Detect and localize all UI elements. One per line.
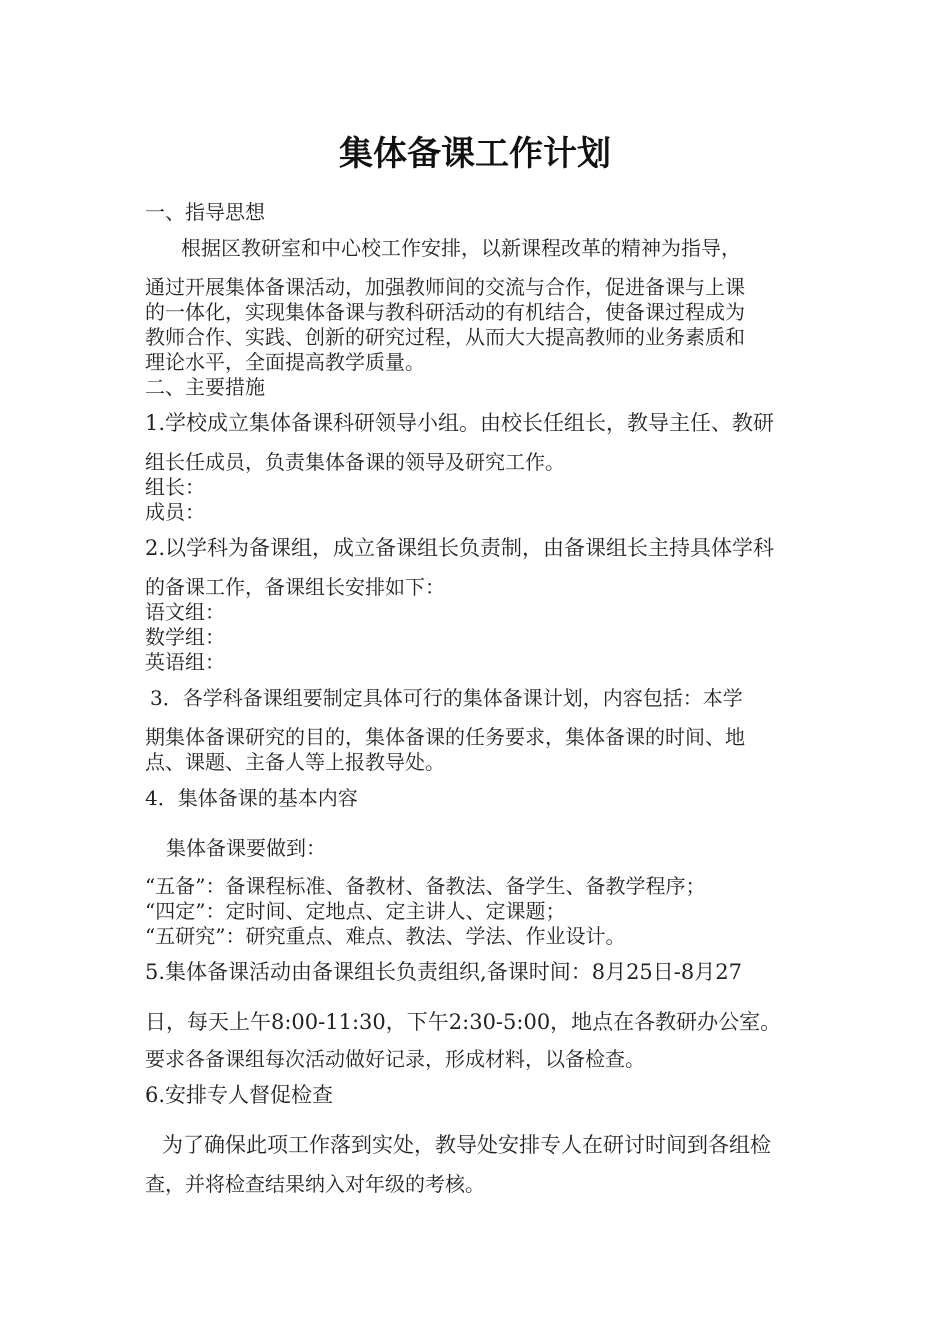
measure-5-line: 5.集体备课活动由备课组长负责组织,备课时间：8月25日-8月27: [145, 960, 742, 984]
measure-6-heading: 6.安排专人督促检查: [145, 1083, 334, 1107]
four-fixes-line: “四定”：定时间、定地点、定主讲人、定课题；: [145, 899, 566, 923]
document-title: 集体备课工作计划: [339, 134, 611, 174]
paragraph-line: 的一体化，实现集体备课与教科研活动的有机结合，使备课过程成为: [145, 300, 745, 324]
measure-6-line: 查，并将检查结果纳入对年级的考核。: [145, 1172, 485, 1196]
members-label: 成员：: [145, 500, 205, 524]
measure-4-heading: 4．集体备课的基本内容: [145, 786, 358, 810]
measure-3-line: 3．各学科备课组要制定具体可行的集体备课计划，内容包括：本学: [150, 686, 743, 710]
measure-1-line: 1.学校成立集体备课科研领导小组。由校长任组长，教导主任、教研: [145, 411, 775, 435]
measure-5-line: 日，每天上午8:00-11:30，下午2:30-5:00，地点在各教研办公室。: [145, 1010, 782, 1034]
leader-label: 组长：: [145, 475, 205, 499]
five-preparations-line: “五备”：备课程标准、备教材、备教法、备学生、备教学程序；: [145, 874, 706, 898]
section-heading-guiding-thought: 一、指导思想: [145, 200, 265, 224]
english-group-label: 英语组：: [145, 650, 225, 674]
measure-5-line: 要求各备课组每次活动做好记录，形成材料，以备检查。: [145, 1047, 645, 1071]
section-heading-main-measures: 二、主要措施: [145, 375, 265, 399]
five-researches-line: “五研究”：研究重点、难点、教法、学法、作业设计。: [145, 924, 626, 948]
measure-2-line: 的备课工作，备课组长安排如下：: [145, 575, 445, 599]
chinese-group-label: 语文组：: [145, 600, 225, 624]
measure-4-intro: 集体备课要做到：: [166, 836, 326, 860]
measure-3-line: 点、课题、主备人等上报教导处。: [145, 750, 445, 774]
paragraph-line: 理论水平，全面提高教学质量。: [145, 350, 425, 374]
measure-2-line: 2.以学科为备课组，成立备课组长负责制，由备课组长主持具体学科: [145, 536, 775, 560]
paragraph-line: 通过开展集体备课活动，加强教师间的交流与合作，促进备课与上课: [145, 275, 745, 299]
measure-3-line: 期集体备课研究的目的，集体备课的任务要求，集体备课的时间、地: [145, 725, 745, 749]
measure-6-line: 为了确保此项工作落到实处，教导处安排专人在研讨时间到各组检: [162, 1133, 771, 1157]
paragraph-line: 根据区教研室和中心校工作安排，以新课程改革的精神为指导，: [181, 236, 741, 260]
paragraph-line: 教师合作、实践、创新的研究过程，从而大大提高教师的业务素质和: [145, 325, 745, 349]
measure-1-line: 组长任成员，负责集体备课的领导及研究工作。: [145, 450, 565, 474]
math-group-label: 数学组：: [145, 625, 225, 649]
